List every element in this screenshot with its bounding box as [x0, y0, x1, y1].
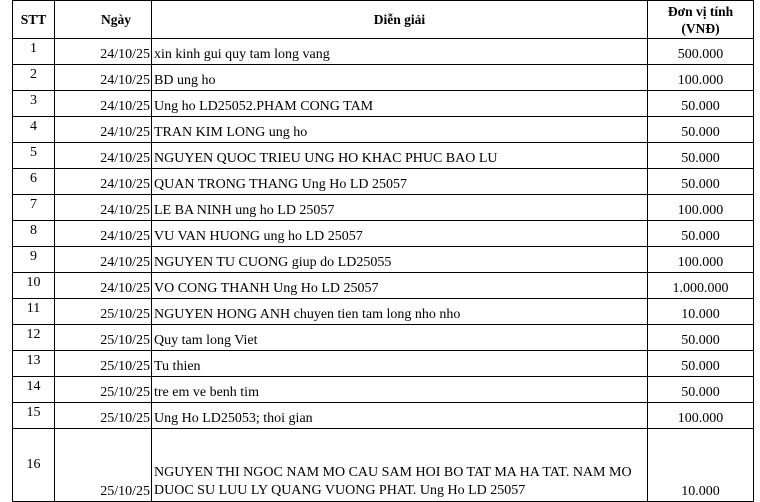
cell-amount: 1.000.000	[648, 273, 754, 299]
cell-amount: 100.000	[648, 403, 754, 429]
cell-description: tre em ve benh tim	[152, 377, 648, 403]
cell-date: 24/10/25	[55, 117, 152, 143]
cell-stt: 10	[13, 273, 55, 299]
table-row	[13, 325, 754, 351]
cell-description: VU VAN HUONG ung ho LD 25057	[152, 221, 648, 247]
cell-description: BD ung ho	[152, 65, 648, 91]
cell-amount: 10.000	[648, 429, 754, 502]
cell-amount: 500.000	[648, 39, 754, 65]
donation-table	[12, 0, 754, 502]
table-row	[13, 221, 754, 247]
cell-stt: 13	[13, 351, 55, 377]
table-row	[13, 117, 754, 143]
cell-description: xin kinh gui quy tam long vang	[152, 39, 648, 65]
cell-date: 25/10/25	[55, 299, 152, 325]
cell-date: 24/10/25	[55, 247, 152, 273]
table-row	[13, 429, 754, 502]
cell-stt: 16	[13, 429, 55, 502]
cell-stt: 5	[13, 143, 55, 169]
cell-date: 24/10/25	[55, 221, 152, 247]
table-row	[13, 299, 754, 325]
cell-amount: 100.000	[648, 247, 754, 273]
cell-description: NGUYEN TU CUONG giup do LD25055	[152, 247, 648, 273]
cell-amount: 50.000	[648, 325, 754, 351]
cell-stt: 8	[13, 221, 55, 247]
cell-date: 25/10/25	[55, 403, 152, 429]
header-description: Diễn giải	[152, 1, 648, 39]
header-amount-currency: (VNĐ)	[681, 20, 720, 36]
table-row	[13, 143, 754, 169]
cell-date: 25/10/25	[55, 325, 152, 351]
cell-description: LE BA NINH ung ho LD 25057	[152, 195, 648, 221]
table-row	[13, 273, 754, 299]
cell-stt: 2	[13, 65, 55, 91]
header-amount	[648, 1, 754, 39]
cell-description: Ung ho LD25052.PHAM CONG TAM	[152, 91, 648, 117]
cell-date: 24/10/25	[55, 39, 152, 65]
table-row	[13, 65, 754, 91]
cell-description: QUAN TRONG THANG Ung Ho LD 25057	[152, 169, 648, 195]
cell-stt: 11	[13, 299, 55, 325]
cell-date: 24/10/25	[55, 143, 152, 169]
cell-stt: 9	[13, 247, 55, 273]
table-header-row	[13, 1, 754, 39]
table-row	[13, 91, 754, 117]
cell-date: 24/10/25	[55, 195, 152, 221]
cell-date: 24/10/25	[55, 273, 152, 299]
cell-stt: 3	[13, 91, 55, 117]
cell-description: NGUYEN QUOC TRIEU UNG HO KHAC PHUC BAO LU	[152, 143, 648, 169]
cell-stt: 12	[13, 325, 55, 351]
cell-description: TRAN KIM LONG ung ho	[152, 117, 648, 143]
cell-amount: 50.000	[648, 351, 754, 377]
cell-amount: 10.000	[648, 299, 754, 325]
cell-stt: 14	[13, 377, 55, 403]
cell-amount: 100.000	[648, 65, 754, 91]
cell-description: Ung Ho LD25053; thoi gian	[152, 403, 648, 429]
cell-description: Quy tam long Viet	[152, 325, 648, 351]
cell-amount: 50.000	[648, 377, 754, 403]
table-row	[13, 39, 754, 65]
cell-description: Tu thien	[152, 351, 648, 377]
cell-stt: 6	[13, 169, 55, 195]
cell-stt: 4	[13, 117, 55, 143]
table-row	[13, 169, 754, 195]
cell-amount: 50.000	[648, 221, 754, 247]
cell-amount: 50.000	[648, 169, 754, 195]
table-row	[13, 351, 754, 377]
cell-stt: 15	[13, 403, 55, 429]
cell-stt: 1	[13, 39, 55, 65]
cell-date: 25/10/25	[55, 351, 152, 377]
cell-amount: 50.000	[648, 143, 754, 169]
cell-date: 25/10/25	[55, 429, 152, 502]
cell-stt: 7	[13, 195, 55, 221]
table-row	[13, 195, 754, 221]
cell-date: 25/10/25	[55, 377, 152, 403]
header-date: Ngày	[55, 1, 152, 39]
cell-amount: 50.000	[648, 91, 754, 117]
cell-date: 24/10/25	[55, 169, 152, 195]
header-amount-unit: Đơn vị tính	[667, 3, 734, 19]
cell-description: NGUYEN HONG ANH chuyen tien tam long nho nho	[152, 299, 648, 325]
table-row	[13, 247, 754, 273]
header-stt: STT	[13, 1, 55, 39]
table-row	[13, 403, 754, 429]
cell-amount: 100.000	[648, 195, 754, 221]
cell-date: 24/10/25	[55, 65, 152, 91]
table-row	[13, 377, 754, 403]
cell-amount: 50.000	[648, 117, 754, 143]
cell-description: VO CONG THANH Ung Ho LD 25057	[152, 273, 648, 299]
cell-description: NGUYEN THI NGOC NAM MO CAU SAM HOI BO TAT MA HA TAT. NAM MO DUOC SU LUU LY QUANG VUONG PHAT. Ung Ho LD 25057	[152, 429, 648, 502]
cell-date: 24/10/25	[55, 91, 152, 117]
